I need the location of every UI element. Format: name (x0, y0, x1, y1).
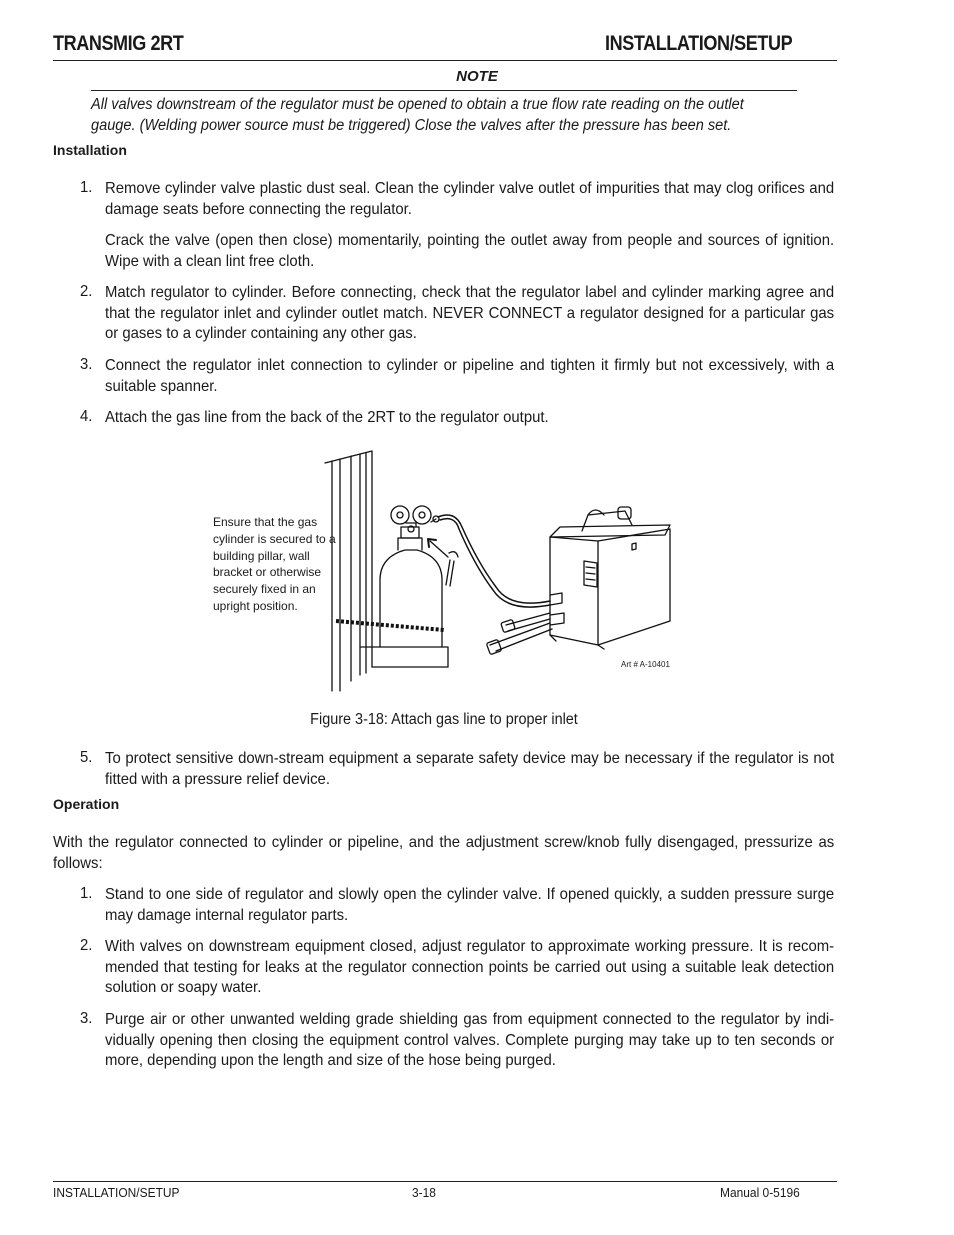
install-item-1-text: Remove cylinder valve plastic dust seal. Clean the cylinder valve outlet of impurities that may clog orifices and damage seats before connecting the regulator. (105, 180, 835, 218)
figure-art-number: Art # A-10401 (621, 660, 670, 669)
install-item-2-num: 2. (80, 283, 93, 300)
figure-note: Ensure that the gas cylinder is secured to a building pillar, wall bracket or otherwise securely fixed in an upright position. (213, 515, 336, 613)
footer-section: INSTALLATION/SETUP (53, 1185, 180, 1200)
installation-heading: Installation (53, 142, 127, 158)
footer-rule (53, 1181, 837, 1182)
header-title: TRANSMIG 2RT (53, 32, 184, 55)
header-section: INSTALLATION/SETUP (605, 32, 793, 55)
install-item-5-num: 5. (80, 749, 93, 766)
header-rule (53, 60, 837, 61)
install-item-1-continued: Crack the valve (open then close) momentarily, pointing the outlet away from people and sources of ignition. Wipe with a clean lint free cloth. (105, 232, 835, 270)
install-item-2-text: Match regulator to cylinder. Before connecting, check that the regulator label and cylinder marking agree and that the regulator inlet and cylinder outlet match. NEVER CONNECT a regulator designed for a particular gas or gases to a cylinder containing any other gas. (105, 284, 835, 343)
install-item-4-text: Attach the gas line from the back of the 2RT to the regulator output. (105, 409, 549, 426)
operation-item-3-num: 3. (80, 1010, 93, 1027)
operation-item-2-text: With valves on downstream equipment closed, adjust regulator to approximate working pressure. It is recom-mended that testing for leaks at the regulator connection points be carried out using a suitable leak detection solution or soapy water. (105, 938, 835, 997)
operation-item-1-text: Stand to one side of regulator and slowly open the cylinder valve. If opened quickly, a sudden pressure surge may damage internal regulator parts. (105, 886, 835, 924)
footer-page-number: 3-18 (412, 1185, 436, 1200)
install-item-5-text: To protect sensitive down-stream equipment a separate safety device may be necessary if the regulator is not fitted with a pressure relief device. (105, 750, 835, 788)
figure-caption: Figure 3-18: Attach gas line to proper inlet (310, 711, 578, 728)
operation-item-2-num: 2. (80, 937, 93, 954)
footer-manual-number: Manual 0-5196 (720, 1185, 800, 1200)
operation-item-1-num: 1. (80, 885, 93, 902)
operation-heading: Operation (53, 796, 120, 812)
install-item-3-text: Connect the regulator inlet connection to cylinder or pipeline and tighten it firmly but not excessively, with a suitable spanner. (105, 357, 835, 395)
note-title: NOTE (456, 68, 498, 85)
note-body: All valves downstream of the regulator must be opened to obtain a true flow rate reading on the outlet gauge. (Welding power source must be triggered) Close the valves after the pressure has been set. (91, 96, 744, 134)
operation-intro: With the regulator connected to cylinder or pipeline, and the adjustment screw/knob fully disengaged, pressurize as follows: (53, 834, 835, 872)
install-item-3-num: 3. (80, 356, 93, 373)
install-item-1-num: 1. (80, 179, 93, 196)
note-rule (91, 90, 797, 91)
operation-item-3-text: Purge air or other unwanted welding grade shielding gas from equipment connected to the regulator by indi-vidually opening then closing the equipment control valves. Complete purging may take up to ten seconds or more, depending upon the length and size of the hose being purged. (105, 1011, 835, 1070)
install-item-4-num: 4. (80, 408, 93, 425)
